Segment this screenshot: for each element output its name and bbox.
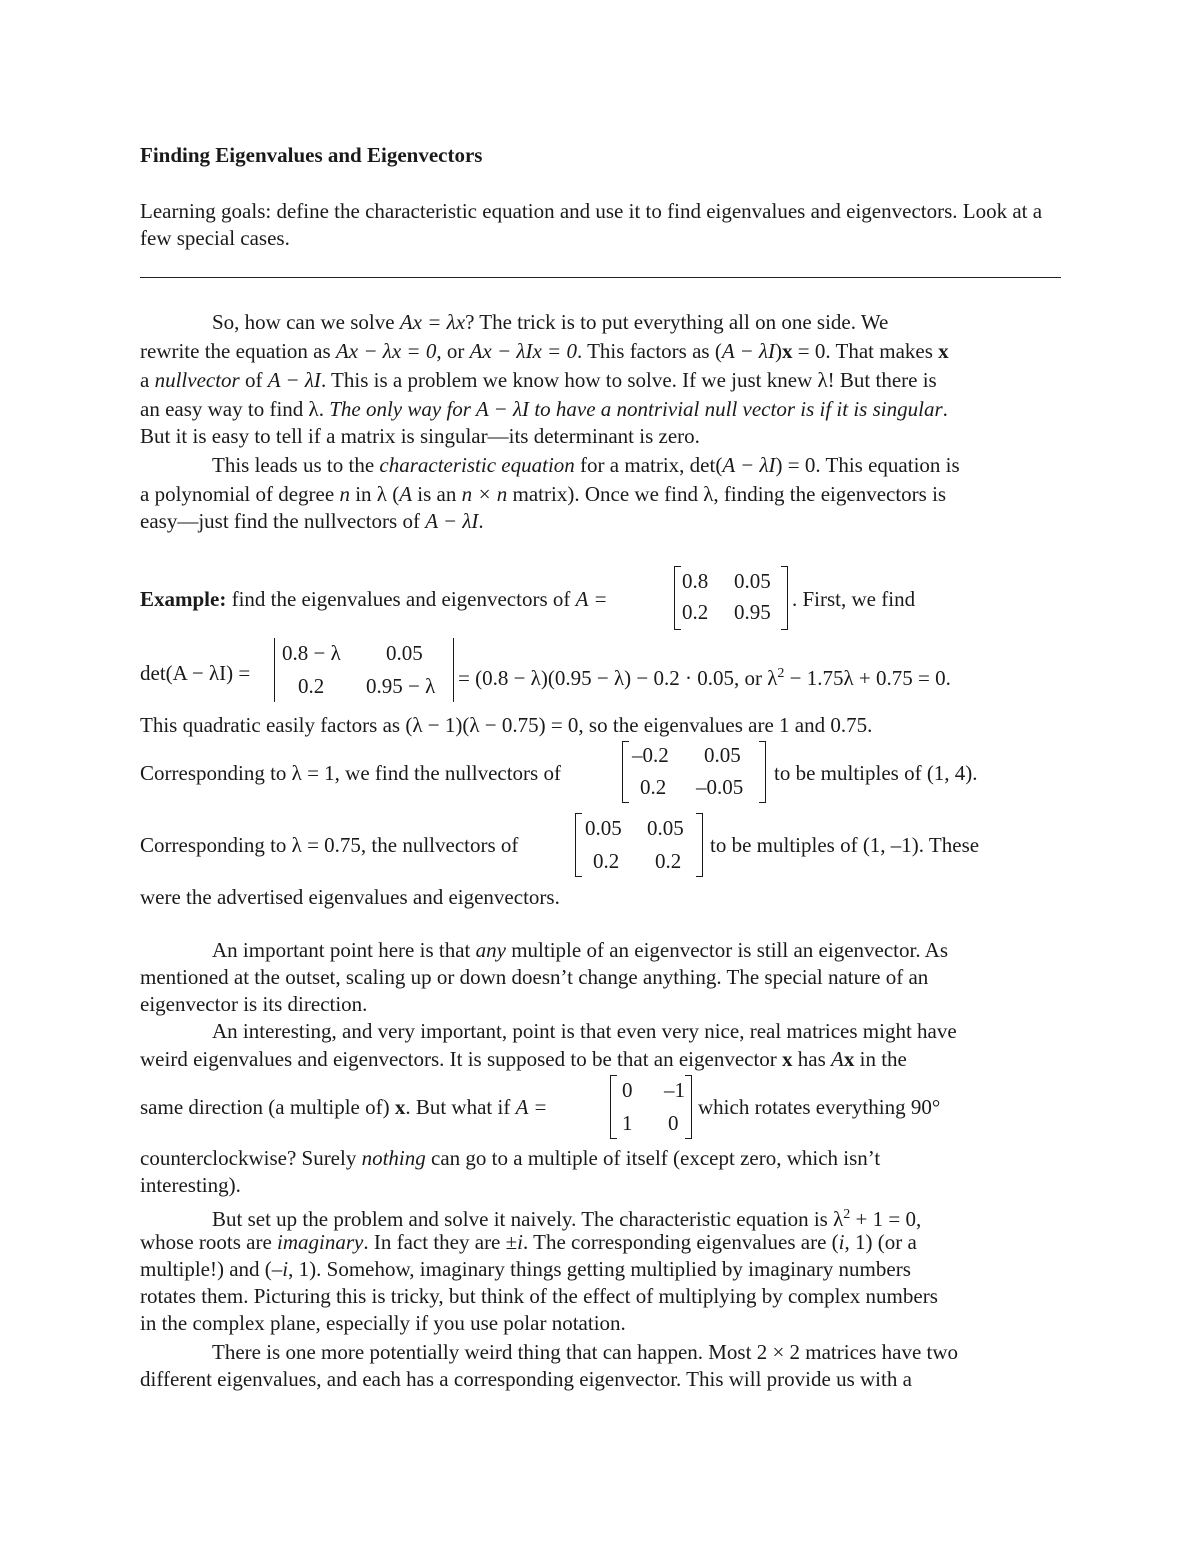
paragraph-line: in the complex plane, especially if you use polar notation. <box>140 1311 626 1335</box>
paragraph-line: different eigenvalues, and each has a corresponding eigenvector. This will provide us with a <box>140 1367 912 1391</box>
corr-lambda-075: Corresponding to λ = 0.75, the nullvectors of <box>140 833 519 857</box>
paragraph-line: interesting). <box>140 1173 241 1197</box>
paragraph-line: An important point here is that any multiple of an eigenvector is still an eigenvector. As <box>212 938 949 962</box>
paragraph-line: weird eigenvalues and eigenvectors. It is supposed to be that an eigenvector x has Ax in the <box>140 1047 907 1071</box>
det-expansion: = (0.8 − λ)(0.95 − λ) − 0.2 · 0.05, or $\lambda^2 - 1.75\lambda + 0.75 = 0$. <box>458 666 951 690</box>
paragraph-line: multiple!) and (–i, 1). Somehow, imaginary things getting multiplied by imaginary numbers <box>140 1257 911 1281</box>
learning-goals: Learning goals: define the characteristic equation and use it to find eigenvalues and eigenvectors. Look at a few special cases. <box>140 199 1043 250</box>
paragraph-line: rotates them. Picturing this is tricky, but think of the effect of multiplying by complex numbers <box>140 1284 938 1308</box>
paragraph-line: were the advertised eigenvalues and eigenvectors. <box>140 885 560 909</box>
corr-lambda-1: Corresponding to λ = 1, we find the nullvectors of <box>140 761 561 785</box>
paragraph-line-end: which rotates everything 90° <box>698 1095 941 1119</box>
paragraph-line: a nullvector of A − λI. This is a problem we know how to solve. If we just knew λ! But there is <box>140 368 937 392</box>
paragraph-line: a polynomial of degree n in λ (A is an n × n matrix). Once we find λ, finding the eigenvectors is <box>140 482 947 506</box>
matrix-lambda-1: –0.2 0.05 0.2 –0.05 <box>622 741 766 803</box>
det-lhs: det(A − λI) = <box>140 661 251 685</box>
paragraph-line: same direction (a multiple of) x. But what if A = <box>140 1095 548 1119</box>
paragraph-line: easy—just find the nullvectors of A − λI. <box>140 509 484 533</box>
paragraph-line: rewrite the equation as Ax − λx = 0, or Ax − λIx = 0. This factors as (A − λI)x = 0. That makes x <box>140 339 949 363</box>
example-intro: Example: find the eigenvalues and eigenvectors of A = <box>140 587 608 611</box>
corr-lambda-1-result: to be multiples of (1, 4). <box>774 761 978 785</box>
paragraph-line: An interesting, and very important, point is that even very nice, real matrices might have <box>212 1019 957 1043</box>
matrix-lambda-075: 0.05 0.05 0.2 0.2 <box>575 813 703 877</box>
paragraph-line: mentioned at the outset, scaling up or down doesn’t change anything. The special nature of an <box>140 965 929 989</box>
rotation-matrix: 0 –1 1 0 <box>610 1075 692 1139</box>
paragraph-line: But it is easy to tell if a matrix is singular—its determinant is zero. <box>140 424 700 448</box>
page-title: Finding Eigenvalues and Eigenvectors <box>140 143 483 167</box>
paragraph-line: But set up the problem and solve it naively. The characteristic equation is $\lambda^2 + 1 = 0$, <box>212 1207 922 1231</box>
paragraph-line: counterclockwise? Surely nothing can go to a multiple of itself (except zero, which isn’t <box>140 1146 881 1170</box>
quadratic-factor: This quadratic easily factors as (λ − 1)(λ − 0.75) = 0, so the eigenvalues are 1 and 0.75. <box>140 713 873 737</box>
matrix-A: 0.8 0.05 0.2 0.95 <box>674 566 788 630</box>
paragraph-line: There is one more potentially weird thing that can happen. Most 2 × 2 matrices have two <box>212 1340 959 1364</box>
paragraph-line: So, how can we solve Ax = λx? The trick is to put everything all on one side. We <box>212 310 889 334</box>
paragraph-line: an easy way to find λ. The only way for A − λI to have a nontrivial null vector is if it is singular. <box>140 397 948 421</box>
horizontal-divider <box>140 277 1061 278</box>
paragraph-line: eigenvector is its direction. <box>140 992 368 1016</box>
corr-lambda-075-result: to be multiples of (1, –1). These <box>710 833 980 857</box>
det-matrix: 0.8 − λ 0.05 0.2 0.95 − λ <box>274 638 454 702</box>
paragraph-line: This leads us to the characteristic equation for a matrix, det(A − λI) = 0. This equation is <box>212 453 960 477</box>
example-intro-end: . First, we find <box>792 587 916 611</box>
paragraph-line: whose roots are imaginary. In fact they are ±i. The corresponding eigenvalues are (i, 1) (or a <box>140 1230 917 1254</box>
